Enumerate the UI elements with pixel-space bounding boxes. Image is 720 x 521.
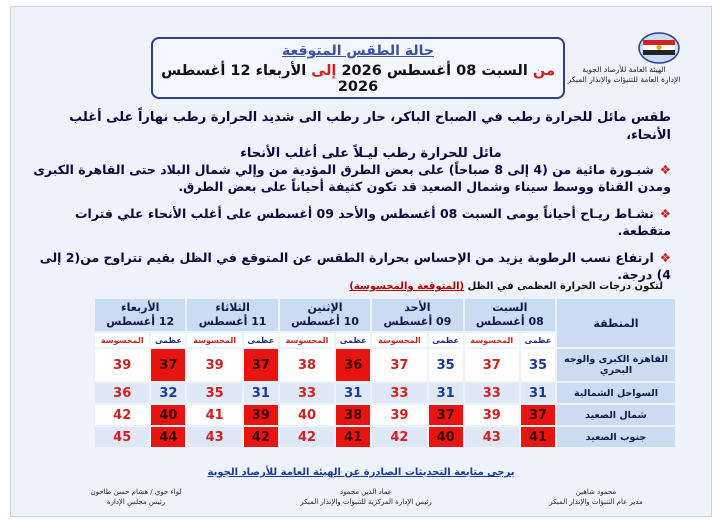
feels-like-cell: 42: [372, 427, 426, 447]
feels-like-cell: 37: [465, 349, 519, 381]
signatory-role: رئيس مجلس الإدارة: [106, 498, 166, 506]
region-name: السواحل الشمالية: [557, 383, 675, 403]
day-header: السبت 08 أغسطس: [465, 299, 555, 331]
table-caption: [349, 281, 663, 292]
sub-header-max: عظمى: [244, 333, 278, 347]
feels-like-cell: 33: [465, 383, 519, 403]
summary-line-1: طقس مائل للحرارة رطب في الصباح الباكر، حار رطب الى شديد الحرارة رطب نهاراً على أغلب الأنحاء،: [69, 110, 671, 143]
feels-like-cell: 41: [187, 405, 241, 425]
bullet-fog: [31, 161, 671, 195]
period-join: إلى: [311, 63, 337, 79]
region-column-header: المنطقة: [557, 299, 675, 347]
table-row: [95, 383, 675, 403]
max-temp-cell: 37: [521, 405, 555, 425]
forecast-period: [153, 63, 563, 95]
max-temp-cell: 31: [429, 383, 463, 403]
table-row: [95, 427, 675, 447]
feels-like-cell: 43: [465, 427, 519, 447]
max-temp-cell: 37: [151, 349, 185, 381]
org-line-1: الهيئة العامة للأرصاد الجوية: [582, 65, 666, 74]
max-temp-cell: 31: [244, 383, 278, 403]
max-temp-cell: 31: [336, 383, 370, 403]
sub-header-max: عظمى: [429, 333, 463, 347]
sub-header-feel: المحسوسة: [372, 333, 426, 347]
max-temp-cell: 31: [521, 383, 555, 403]
caption-text: لتكون درجات الحرارة العظمى في الظل: [464, 281, 663, 292]
region-name: جنوب الصعيد: [557, 427, 675, 447]
egyptian-meteorological-authority-logo: [637, 31, 681, 65]
table-row: [95, 405, 675, 425]
max-temp-cell: 35: [521, 349, 555, 381]
title-box: [151, 37, 565, 99]
organization-name: [549, 65, 699, 85]
bullet-text: ارتفاع نسب الرطوبة يزيد من الإحساس بحرارة الطقس عن المتوقع في الظل بقيم تتراوح من(2 إلى 4) درجة.: [39, 250, 671, 282]
sub-header-max: عظمى: [336, 333, 370, 347]
region-name: شمال الصعيد: [557, 405, 675, 425]
max-temp-cell: 41: [521, 427, 555, 447]
signature-block: [71, 487, 201, 507]
signature-block: [281, 487, 451, 507]
feels-like-cell: 36: [95, 383, 149, 403]
max-temp-cell: 32: [151, 383, 185, 403]
page-title: حالة الطقس المتوقعة: [282, 43, 434, 59]
forecast-sheet: [10, 6, 712, 517]
caption-highlight: (المتوقعة والمحسوسة): [349, 281, 465, 292]
feels-like-cell: 45: [95, 427, 149, 447]
period-start: السبت 08 أغسطس 2026: [336, 63, 528, 79]
table-row: [95, 349, 675, 381]
feels-like-cell: 39: [95, 349, 149, 381]
sub-header-feel: المحسوسة: [95, 333, 149, 347]
feels-like-cell: 39: [187, 349, 241, 381]
period-prefix: من: [527, 63, 555, 79]
signatory-name: عماد الدين محمود: [339, 488, 392, 496]
max-temp-cell: 40: [429, 427, 463, 447]
day-header: الأربعاء 12 أغسطس: [95, 299, 185, 331]
feels-like-cell: 38: [280, 349, 334, 381]
region-name: القاهرة الكبرى والوجه البحري: [557, 349, 675, 381]
feels-like-cell: 43: [187, 427, 241, 447]
diamond-bullet-icon: ❖: [659, 250, 671, 265]
summary-line-2: مائل للحرارة رطب ليـلاً على أغلب الأنحاء: [240, 146, 502, 161]
diamond-bullet-icon: ❖: [659, 162, 671, 177]
max-temp-cell: 39: [244, 405, 278, 425]
feels-like-cell: 37: [372, 349, 426, 381]
follow-updates-note: يرجى متابعة التحديثات الصادرة عن الهيئة العامة للأرصاد الجوية: [207, 467, 515, 478]
org-line-2: الإدارة العامة للتنبؤات والإنذار المبكر: [567, 75, 681, 84]
max-temp-cell: 37: [429, 405, 463, 425]
feels-like-cell: 33: [372, 383, 426, 403]
temperature-table: [93, 297, 677, 449]
period-end: الأربعاء 12 أغسطس 2026: [161, 63, 379, 95]
warning-bullets: [31, 161, 671, 293]
signature-block: [521, 487, 671, 507]
signatory-name: لواء جوي / هشام حسن طاحون: [90, 488, 182, 496]
day-header: الأحد 09 أغسطس: [372, 299, 462, 331]
feels-like-cell: 35: [187, 383, 241, 403]
feels-like-cell: 40: [280, 405, 334, 425]
signatory-role: مدير عام التنبؤات والإنذار المبكر: [549, 498, 643, 506]
max-temp-cell: 36: [336, 349, 370, 381]
diamond-bullet-icon: ❖: [659, 206, 671, 221]
sub-header-max: عظمى: [151, 333, 185, 347]
max-temp-cell: 38: [336, 405, 370, 425]
bullet-text: نشـاط ريـاح أحياناً يومى السبت 08 أغسطس والأحد 09 أغسطس على أغلب الأنحاء علي فترات متقطعة.: [74, 206, 671, 238]
day-header: الإثنين 10 أغسطس: [280, 299, 370, 331]
sub-header-feel: المحسوسة: [187, 333, 241, 347]
sub-header-feel: المحسوسة: [280, 333, 334, 347]
weather-summary: [31, 109, 671, 163]
bullet-wind: [31, 205, 671, 239]
feels-like-cell: 42: [95, 405, 149, 425]
sub-header-feel: المحسوسة: [465, 333, 519, 347]
max-temp-cell: 37: [244, 349, 278, 381]
feels-like-cell: 39: [465, 405, 519, 425]
signatory-role: رئيس الإدارة المركزية للتنبؤات والإنذار المبكر: [300, 498, 432, 506]
max-temp-cell: 42: [244, 427, 278, 447]
max-temp-cell: 40: [151, 405, 185, 425]
feels-like-cell: 42: [280, 427, 334, 447]
bullet-humidity: [31, 249, 671, 283]
signatory-name: محمود شاهين: [575, 488, 617, 496]
max-temp-cell: 35: [429, 349, 463, 381]
sub-header-max: عظمى: [521, 333, 555, 347]
max-temp-cell: 41: [336, 427, 370, 447]
feels-like-cell: 33: [280, 383, 334, 403]
bullet-text: شبـورة مائية من (4 إلى 8 صباحاً) على بعض الطرق المؤدية من وإلي شمال البلاد حتى القاهرة الكبرى ومدن القناة ووسط سيناء وشمال الصعيد قد تكون كثيفة أحياناً على بعض الطرق.: [33, 162, 671, 194]
max-temp-cell: 44: [151, 427, 185, 447]
feels-like-cell: 39: [372, 405, 426, 425]
day-header: الثلاثاء 11 أغسطس: [187, 299, 277, 331]
